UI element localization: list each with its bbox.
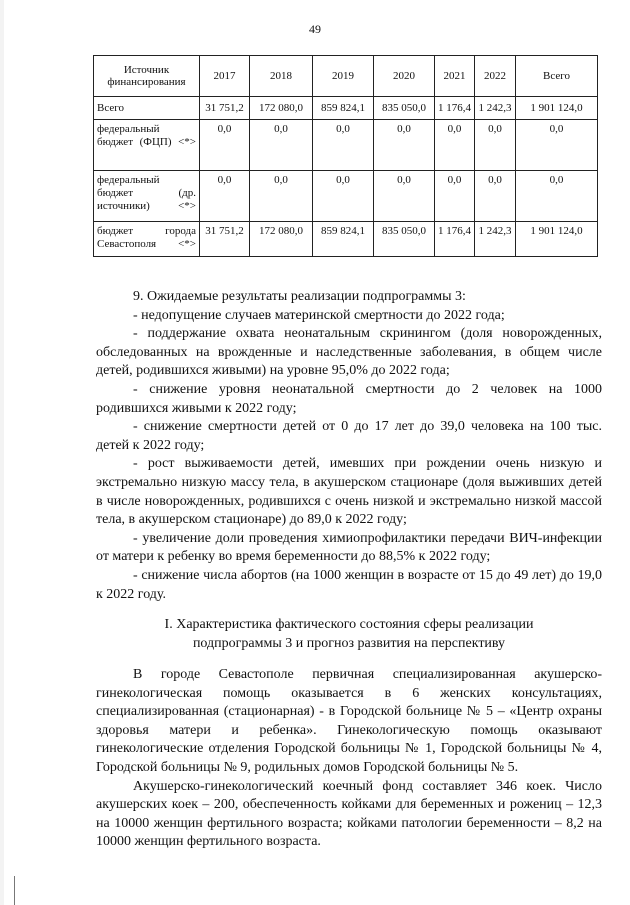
- table-cell: 0,0: [435, 120, 475, 171]
- header-2017: 2017: [200, 56, 250, 97]
- table-cell: 0,0: [516, 171, 598, 222]
- header-2020: 2020: [374, 56, 435, 97]
- table-cell: 0,0: [313, 120, 374, 171]
- table-cell: 0,0: [200, 171, 250, 222]
- row-source: федеральный бюджет (др. источники) <*>: [94, 171, 200, 222]
- section-title: 9. Ожидаемые результаты реализации подпрограммы 3:: [133, 289, 466, 304]
- heading-line: I. Характеристика фактического состояния сферы реализации: [164, 617, 534, 632]
- table-cell: 0,0: [475, 120, 516, 171]
- list-item: - поддержание охвата неонатальным скринингом (доля новорожденных, обследованных на врожденные и наследственные заболевания, в общем числе детей, родившихся живыми) на уровне 95,0% до 2022 года;: [96, 326, 602, 379]
- header-2018: 2018: [250, 56, 313, 97]
- table-cell: 1 901 124,0: [516, 97, 598, 120]
- scan-edge: [0, 0, 4, 905]
- table-cell: 0,0: [374, 120, 435, 171]
- table-cell: 31 751,2: [200, 222, 250, 257]
- paragraph: Акушерско-гинекологический коечный фонд составляет 346 коек. Число акушерских коек – 200, обеспеченность койками для беременных и рожениц – 12,3 на 10000 женщин фертильного возраста; койками патологии беременности – 8,2 на 10000 женщин фертильного возраста.: [96, 778, 602, 850]
- financing-table: [93, 55, 598, 257]
- table-cell: 835 050,0: [374, 222, 435, 257]
- table-row: [94, 222, 598, 257]
- table-cell: 1 176,4: [435, 222, 475, 257]
- list-item: - снижение числа абортов (на 1000 женщин в возрасте от 15 до 49 лет) до 19,0 к 2022 году.: [96, 567, 602, 602]
- table-cell: 0,0: [475, 171, 516, 222]
- heading-line: подпрограммы 3 и прогноз развития на перспективу: [192, 635, 506, 651]
- table-row: [94, 120, 598, 171]
- table-row: [94, 97, 598, 120]
- table-cell: 859 824,1: [313, 97, 374, 120]
- table-cell: 31 751,2: [200, 97, 250, 120]
- table-header-row: [94, 56, 598, 97]
- header-2019: 2019: [313, 56, 374, 97]
- table-cell: 835 050,0: [374, 97, 435, 120]
- header-source: Источник финансирования: [94, 56, 200, 97]
- table-cell: 1 242,3: [475, 97, 516, 120]
- header-2021: 2021: [435, 56, 475, 97]
- table-cell: 0,0: [250, 120, 313, 171]
- list-item: - увеличение доли проведения химиопрофилактики передачи ВИЧ-инфекции от матери к ребенку во время беременности до 88,5% к 2022 году;: [96, 530, 602, 565]
- table-cell: 1 176,4: [435, 97, 475, 120]
- row-source: федеральный бюджет (ФЦП) <*>: [94, 120, 200, 171]
- section-heading: [96, 616, 602, 653]
- table-cell: 859 824,1: [313, 222, 374, 257]
- row-source: бюджет города Севастополя <*>: [94, 222, 200, 257]
- table-cell: 172 080,0: [250, 222, 313, 257]
- page-number: 49: [309, 22, 321, 36]
- table-cell: 0,0: [200, 120, 250, 171]
- list-item: - снижение уровня неонатальной смертности до 2 человек на 1000 родившихся живыми к 2022 году;: [96, 381, 602, 416]
- header-2022: 2022: [475, 56, 516, 97]
- table-cell: 0,0: [250, 171, 313, 222]
- table-cell: 0,0: [313, 171, 374, 222]
- paragraph: В городе Севастополе первичная специализированная акушерско-гинекологическая помощь оказывается в 6 женских консультациях, специализированная (стационарная) - в Городской больнице № 5 – «Центр охраны здоровья матери и ребенка». Гинекологическую помощь оказывают гинекологические отделения Городской больницы № 1, Городской больницы № 4, Городской больницы № 9, родильных домов Городской больницы № 5.: [96, 667, 602, 775]
- table-cell: 1 242,3: [475, 222, 516, 257]
- table-cell: 172 080,0: [250, 97, 313, 120]
- table-row: [94, 171, 598, 222]
- scan-mark: [14, 876, 15, 905]
- row-source: Всего: [94, 97, 200, 120]
- table-cell: 0,0: [374, 171, 435, 222]
- table-cell: 0,0: [435, 171, 475, 222]
- list-item: - недопущение случаев материнской смертности до 2022 года;: [133, 307, 505, 323]
- expected-results-section: [96, 288, 602, 604]
- list-item: - снижение смертности детей от 0 до 17 лет до 39,0 человека на 100 тыс. детей к 2022 году;: [96, 419, 602, 453]
- characteristics-section: [96, 666, 602, 852]
- header-total: Всего: [516, 56, 598, 97]
- table-cell: 0,0: [516, 120, 598, 171]
- list-item: - рост выживаемости детей, имевших при рождении очень низкую и экстремально низкую массу тела, в акушерском стационаре (доля выживших детей в числе новорожденных, родившихся с очень низкой и экстремально низкой массой тела, в акушерском стационаре) до 89,0 к 2022 году;: [96, 456, 602, 528]
- table-cell: 1 901 124,0: [516, 222, 598, 257]
